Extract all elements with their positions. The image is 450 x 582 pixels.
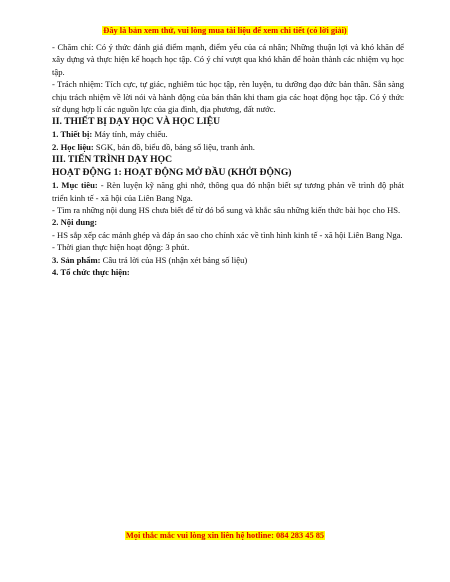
goal-text: - Rèn luyện kỹ năng ghi nhớ, thông qua đó nhận biết sự tương phản về trình độ phát triển kinh tế - xã hội của Liên Bang Nga. (52, 180, 404, 203)
product-text: Câu trả lời của HS (nhận xét bảng số liệu) (100, 254, 248, 265)
heading-activity: HOẠT ĐỘNG 1: HOẠT ĐỘNG MỞ ĐẦU (KHỞI ĐỘNG) (52, 167, 292, 179)
paragraph-diligence: - Chăm chỉ: Có ý thức đánh giá điểm mạnh, điểm yếu của cá nhân; Những thuận lợi và khó khăn để xây dựng và thực hiện kế hoạch học tập. Có ý chí vượt qua khó khăn để hoàn thành các nhiệm vụ học tập. (52, 42, 404, 77)
paragraph-responsibility: - Trách nhiệm: Tích cực, tự giác, nghiêm túc học tập, rèn luyện, tu dưỡng đạo đức bản thân. Sẵn sàng chịu trách nhiệm về lời nói và hành động của bản thân khi tham gia các hoạt động học tập. Có ý thức sử dụng hợp lí các nguồn lực của gia đình, địa phương, đất nước. (52, 79, 404, 115)
equipment-item (52, 128, 404, 140)
materials-text: SGK, bản đồ, biểu đồ, bảng số liệu, tranh ảnh. (93, 141, 255, 152)
heading-equipment: II. THIẾT BỊ DẠY HỌC VÀ HỌC LIỆU (52, 116, 221, 128)
header-banner-text: Đây là bản xem thử, vui lòng mua tài liệu để xem chi tiết (có lời giải) (103, 26, 347, 35)
goal-item-2: - Tìm ra những nội dung HS chưa biết để từ đó bổ sung và khắc sâu những kiến thức bài học cho HS. (52, 205, 401, 216)
heading-process: III. TIẾN TRÌNH DẠY HỌC (52, 154, 173, 166)
footer-banner (0, 531, 450, 540)
materials-label: 2. Học liệu: (52, 141, 94, 152)
content-item-1: - HS sắp xếp các mảnh ghép và đáp án sao cho chính xác về tình hình kinh tế - xã hội Liên Bang Nga. (52, 229, 403, 240)
content-item-2: - Thời gian thực hiện hoạt động: 3 phút. (52, 242, 190, 253)
equipment-text: Máy tính, máy chiếu. (92, 129, 168, 140)
product-item (52, 254, 404, 266)
goal-label: 1. Mục tiêu: (52, 180, 98, 191)
goal-item (52, 179, 404, 204)
organization-label: 4. Tổ chức thực hiện: (52, 267, 130, 278)
header-banner (0, 26, 450, 35)
content-label: 2. Nội dung: (52, 217, 98, 228)
document-body (52, 41, 404, 279)
equipment-label: 1. Thiết bị: (52, 129, 93, 140)
materials-item (52, 141, 404, 153)
product-label: 3. Sản phẩm: (52, 254, 101, 265)
footer-banner-text: Mọi thắc mắc vui lòng xin liên hệ hotline: 084 283 45 85 (125, 531, 325, 540)
